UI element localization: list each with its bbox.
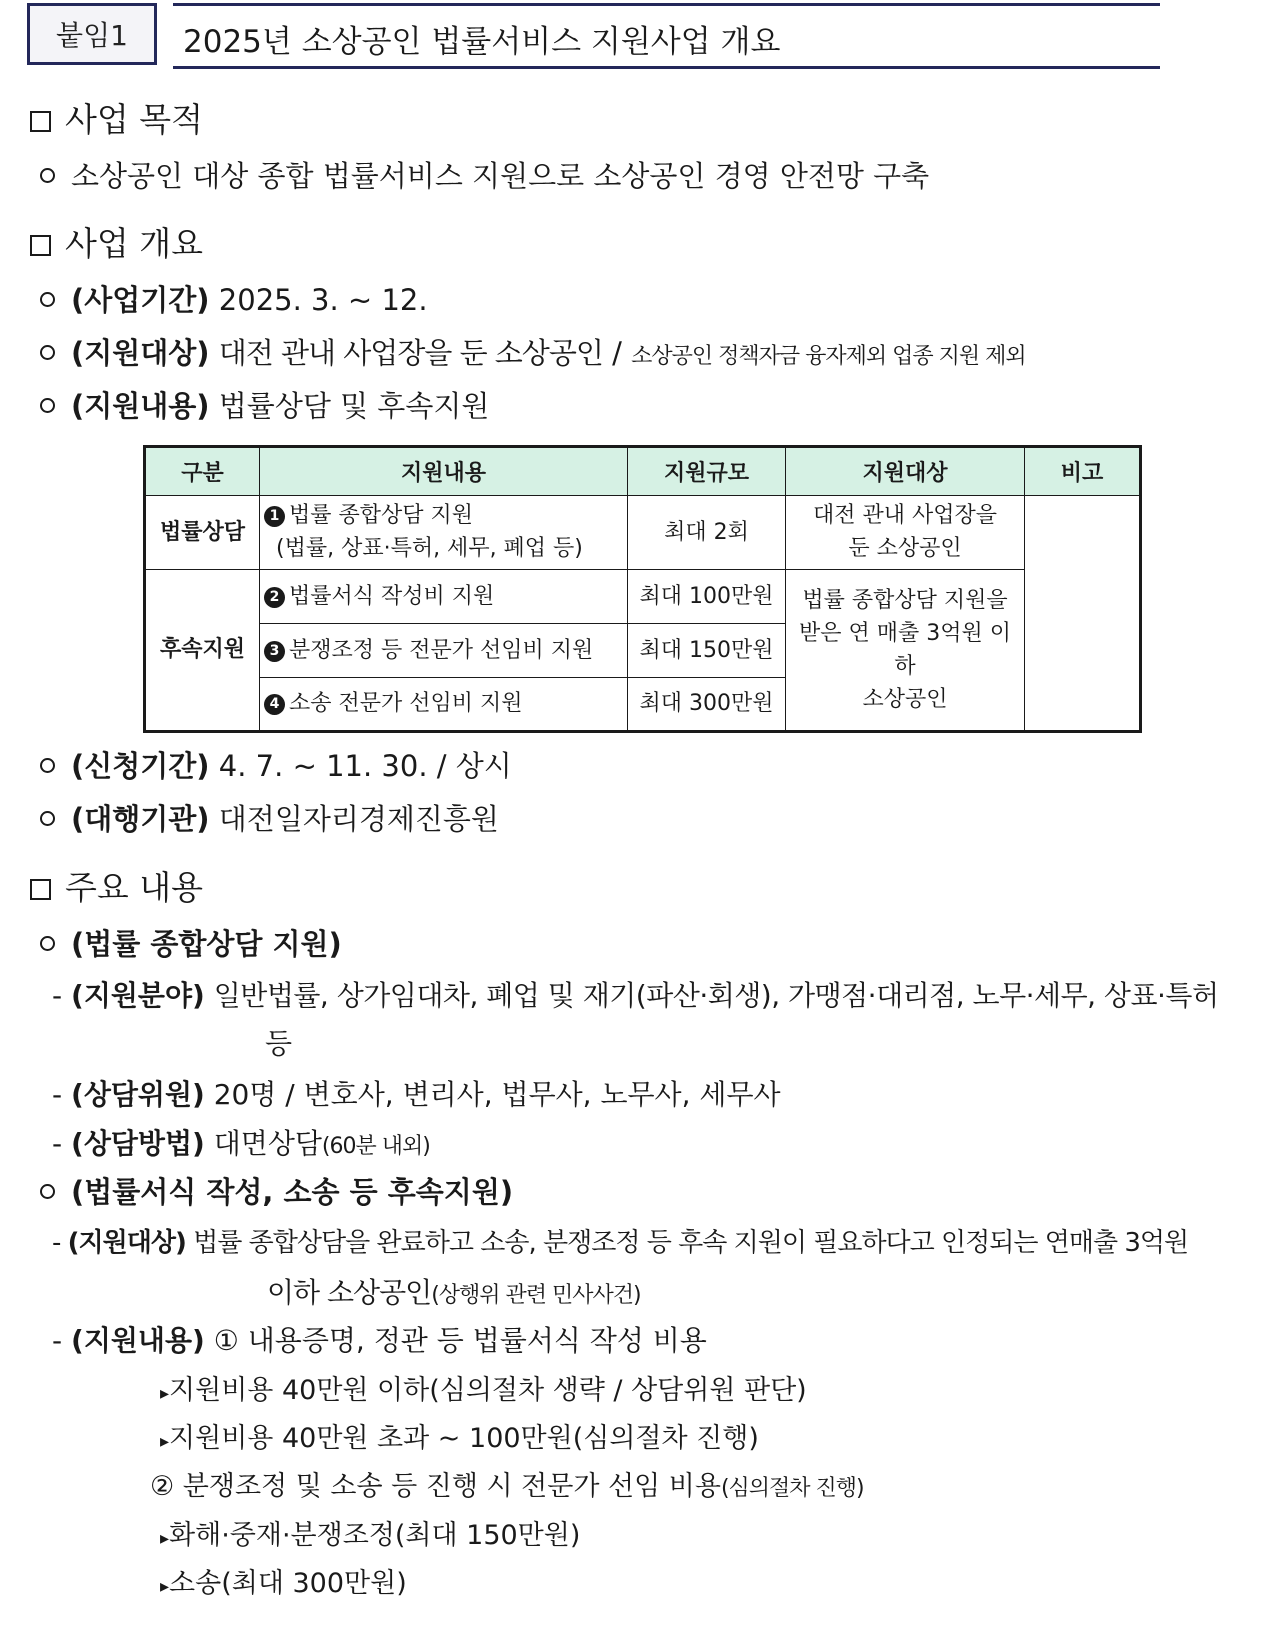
arrow-bullet-icon: ▸ (160, 1431, 170, 1452)
document-header (27, 3, 1160, 69)
title-rule-top (173, 3, 1160, 6)
circle-bullet-icon (40, 811, 55, 826)
arrow-bullet-icon: ▸ (160, 1576, 170, 1597)
circle-bullet-icon (40, 398, 55, 413)
circle-bullet-icon (40, 168, 55, 183)
category-cell: 후속지원 (145, 569, 260, 731)
overview-agency: (대행기관) 대전일자리경제진흥원 (40, 797, 499, 838)
table-header-cell: 지원대상 (786, 447, 1025, 496)
content-cell: 2 법률서식 작성비 지원 (260, 569, 628, 623)
circle-bullet-icon (40, 345, 55, 360)
table-header-cell: 지원내용 (260, 447, 628, 496)
document-title: 2025년 소상공인 법률서비스 지원사업 개요 (183, 24, 781, 60)
follow-content-2: ② 분쟁조정 및 소송 등 진행 시 전문가 선임 비용(심의절차 진행) (150, 1471, 864, 1502)
follow-target: - (지원대상) 법률 종합상담을 완료하고 소송, 분쟁조정 등 후속 지원이 필요하다고 인정되는 연매출 3억원 (52, 1228, 1189, 1258)
overview-apply-period: (신청기간) 4. 7. ~ 11. 30. / 상시 (40, 744, 512, 785)
scale-cell: 최대 300만원 (628, 677, 786, 731)
content-cell: 1 법률 종합상담 지원 (법률, 상표·특허, 세무, 폐업 등) (260, 496, 628, 570)
category-cell: 법률상담 (145, 496, 260, 570)
support-table (143, 445, 1142, 733)
circle-bullet-icon (40, 1184, 55, 1199)
scale-cell: 최대 150만원 (628, 623, 786, 677)
consult-method: - (상담방법) 대면상담(60분 내외) (52, 1127, 430, 1160)
overview-content: (지원내용) 법률상담 및 후속지원 (40, 384, 489, 425)
arrow-bullet-icon: ▸ (160, 1528, 170, 1549)
table-header-cell: 지원규모 (628, 447, 786, 496)
follow-content: - (지원내용) ① 내용증명, 정관 등 법률서식 작성 비용 (52, 1324, 707, 1357)
number-badge-icon: 2 (264, 587, 285, 608)
circle-bullet-icon (40, 292, 55, 307)
table-row (145, 569, 1141, 623)
purpose-item: 소상공인 대상 종합 법률서비스 지원으로 소상공인 경영 안전망 구축 (40, 154, 929, 195)
square-bullet-icon (30, 111, 51, 132)
consult-field: - (지원분야) 일반법률, 상가임대차, 폐업 및 재기(파산·회생), 가맹점·대리점, 노무·세무, 상표·특허 (52, 979, 1219, 1012)
follow-target-cont: 이하 소상공인(상행위 관련 민사사건) (267, 1276, 641, 1309)
follow-content-2b: ▸소송(최대 300만원) (160, 1568, 407, 1599)
scale-cell: 최대 2회 (628, 496, 786, 570)
consult-field-cont: 등 (265, 1027, 293, 1060)
square-bullet-icon (30, 879, 51, 900)
content-cell: 3 분쟁조정 등 전문가 선임비 지원 (260, 623, 628, 677)
number-badge-icon: 1 (264, 506, 285, 527)
note-cell (1025, 496, 1141, 732)
consult-members: - (상담위원) 20명 / 변호사, 변리사, 법무사, 노무사, 세무사 (52, 1078, 781, 1111)
attachment-tag: 붙임1 (27, 3, 157, 65)
number-badge-icon: 4 (264, 694, 285, 715)
follow-heading: (법률서식 작성, 소송 등 후속지원) (40, 1170, 513, 1211)
follow-content-2a: ▸화해·중재·분쟁조정(최대 150만원) (160, 1520, 581, 1551)
content-cell: 4 소송 전문가 선임비 지원 (260, 677, 628, 731)
overview-target: (지원대상) 대전 관내 사업장을 둔 소상공인 / 소상공인 정책자금 융자제외 업종 지원 제외 (40, 331, 1026, 372)
follow-content-1b: ▸지원비용 40만원 초과 ~ 100만원(심의절차 진행) (160, 1423, 759, 1454)
section-heading-main: 주요 내용 (30, 862, 203, 909)
target-cell: 법률 종합상담 지원을 받은 연 매출 3억원 이하 소상공인 (786, 569, 1025, 731)
title-rule-bottom (173, 66, 1160, 69)
follow-content-1a: ▸지원비용 40만원 이하(심의절차 생략 / 상담위원 판단) (160, 1375, 807, 1406)
arrow-bullet-icon: ▸ (160, 1383, 170, 1404)
section-heading-overview: 사업 개요 (30, 218, 203, 265)
overview-period: (사업기간) 2025. 3. ~ 12. (40, 278, 428, 319)
square-bullet-icon (30, 235, 51, 256)
table-row (145, 496, 1141, 570)
circle-bullet-icon (40, 758, 55, 773)
table-header-cell: 비고 (1025, 447, 1141, 496)
section-heading-purpose: 사업 목적 (30, 94, 203, 141)
table-header-row (145, 447, 1141, 496)
scale-cell: 최대 100만원 (628, 569, 786, 623)
number-badge-icon: 3 (264, 641, 285, 662)
table-header-cell: 구분 (145, 447, 260, 496)
circle-bullet-icon (40, 936, 55, 951)
target-cell: 대전 관내 사업장을 둔 소상공인 (786, 496, 1025, 570)
title-bar (173, 3, 1160, 69)
consult-heading: (법률 종합상담 지원) (40, 922, 342, 963)
